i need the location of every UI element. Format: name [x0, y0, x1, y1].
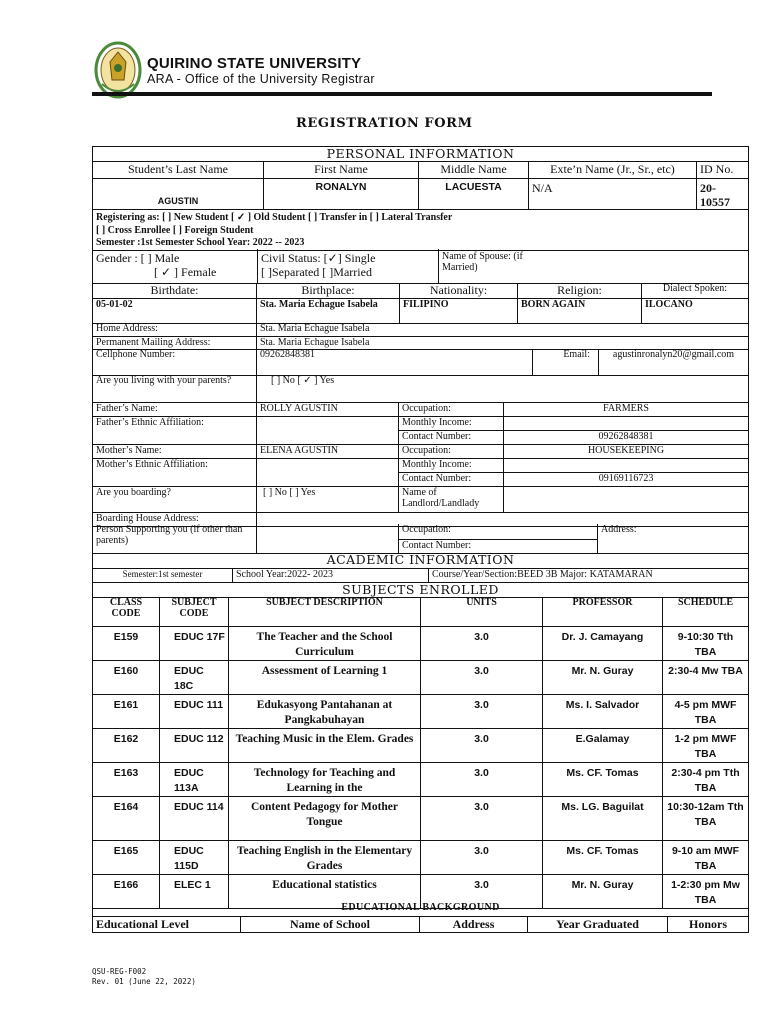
landlord-label: Name of Landlord/Landlady	[399, 486, 504, 512]
supporter-contact-label: Contact Number:	[399, 539, 598, 553]
enrollee-type-line: [ ] Cross Enrollee [ ] Foreign Student	[96, 224, 254, 236]
professor-cell: Mr. N. Guray	[543, 874, 663, 908]
last-name-label: Student’s Last Name	[93, 162, 264, 179]
birth-info-table	[92, 283, 749, 324]
academic-info-table	[92, 553, 749, 598]
units-cell: 3.0	[421, 728, 543, 762]
father-name-value: ROLLY AGUSTIN	[257, 402, 399, 416]
units-cell: 3.0	[421, 874, 543, 908]
boarding-label: Are you boarding?	[93, 486, 257, 512]
last-name-value: AGUSTIN	[93, 179, 264, 210]
subject-code-cell: EDUC 115D	[160, 840, 229, 874]
subject-description-cell: Technology for Teaching and Learning in the	[229, 762, 421, 796]
subjects-header-row	[93, 597, 749, 626]
class-code-cell: E161	[93, 694, 160, 728]
class-code-cell: E160	[93, 660, 160, 694]
first-name-value: RONALYN	[264, 179, 419, 210]
supporter-label: Person Supporting you (if other than parents)	[93, 524, 257, 553]
subject-description-cell: Content Pedagogy for Mother Tongue	[229, 796, 421, 840]
ext-name-value: N/A	[529, 179, 697, 210]
professor-cell: Dr. J. Camayang	[543, 626, 663, 660]
professor-cell: Ms. LG. Baguilat	[543, 796, 663, 840]
first-name-label: First Name	[264, 162, 419, 179]
class-code-cell: E166	[93, 874, 160, 908]
email-value: agustinronalyn20@gmail.com	[599, 349, 749, 375]
subject-code-cell: EDUC 111	[160, 694, 229, 728]
class-code-cell: E162	[93, 728, 160, 762]
birthplace-label: Birthplace:	[257, 283, 400, 298]
subject-row	[93, 694, 749, 728]
email-label: Email:	[533, 349, 599, 375]
mother-ethnic-label: Mother’s Ethnic Affiliation:	[93, 458, 257, 486]
mother-income-label: Monthly Income:	[399, 458, 504, 472]
father-ethnic-label: Father’s Ethnic Affiliation:	[93, 416, 257, 444]
academic-section-title: ACADEMIC INFORMATION	[93, 553, 749, 568]
units-cell: 3.0	[421, 840, 543, 874]
schedule-cell: 9-10:30 Tth TBA	[663, 626, 749, 660]
cellphone-label: Cellphone Number:	[93, 349, 257, 375]
registrar-office: ARA - Office of the University Registrar	[147, 72, 375, 86]
professor-cell: Ms. I. Salvador	[543, 694, 663, 728]
form-title: REGISTRATION FORM	[296, 116, 473, 131]
id-no-label: ID No.	[697, 162, 749, 179]
education-section-title: EDUCATIONAL BACKGROUND	[93, 902, 749, 916]
units-cell: 3.0	[421, 796, 543, 840]
subject-code-cell: ELEC 1	[160, 874, 229, 908]
professor-cell: Mr. N. Guray	[543, 660, 663, 694]
ext-name-label: Exte’n Name (Jr., Sr., etc)	[529, 162, 697, 179]
birthplace-value: Sta. Maria Echague Isabela	[257, 298, 400, 323]
university-name: QUIRINO STATE UNIVERSITY	[147, 55, 362, 72]
mailing-address-label: Permanent Mailing Address:	[93, 336, 257, 349]
col-units: UNITS	[421, 597, 543, 626]
header-rule	[92, 92, 712, 96]
living-with-parents-label: Are you living with your parents?	[93, 375, 257, 402]
cellphone-value: 09262848381	[257, 349, 533, 375]
semester-line: Semester :1st Semester School Year: 2022 -- 2023	[96, 237, 305, 248]
form-revision: Rev. 01 (June 22, 2022)	[92, 977, 196, 986]
schedule-cell: 2:30-4 Mw TBA	[663, 660, 749, 694]
units-cell: 3.0	[421, 626, 543, 660]
professor-cell: Ms. CF. Tomas	[543, 840, 663, 874]
birthdate-value: 05-01-02	[93, 298, 257, 323]
schedule-cell: 2:30-4 pm Tth TBA	[663, 762, 749, 796]
class-code-cell: E163	[93, 762, 160, 796]
schedule-cell: 4-5 pm MWF TBA	[663, 694, 749, 728]
father-income-label: Monthly Income:	[399, 416, 504, 430]
supporter-table	[92, 524, 749, 554]
father-contact-value: 09262848381	[504, 430, 749, 444]
subject-description-cell: Educational statistics	[229, 874, 421, 908]
supporter-address-label: Address:	[598, 524, 749, 553]
subject-code-cell: EDUC 18C	[160, 660, 229, 694]
mother-name-label: Mother’s Name:	[93, 444, 257, 458]
home-address-value: Sta. Maria Echague Isabela	[257, 323, 749, 336]
mother-occupation-label: Occupation:	[399, 444, 504, 458]
class-code-cell: E165	[93, 840, 160, 874]
semester-value: Semester:1st semester	[93, 568, 233, 582]
father-contact-label: Contact Number:	[399, 430, 504, 444]
gender-field: Gender : [ ] Male	[96, 251, 180, 265]
col-honors: Honors	[668, 916, 749, 932]
professor-cell: Ms. CF. Tomas	[543, 762, 663, 796]
gender-status-table	[92, 249, 749, 284]
school-year-value: School Year:2022- 2023	[233, 568, 429, 582]
spouse-label: Name of Spouse: (if Married)	[442, 251, 523, 273]
boarding-address-label: Boarding House Address:	[93, 512, 257, 526]
subject-description-cell: Teaching Music in the Elem. Grades	[229, 728, 421, 762]
units-cell: 3.0	[421, 694, 543, 728]
mother-contact-value: 09169116723	[504, 472, 749, 486]
col-educational-level: Educational Level	[93, 916, 241, 932]
education-table	[92, 902, 749, 933]
religion-value: BORN AGAIN	[518, 298, 642, 323]
form-footer	[92, 967, 196, 987]
col-class-code: CLASS CODE	[93, 597, 160, 626]
father-occupation-value: FARMERS	[504, 402, 749, 416]
father-name-label: Father’s Name:	[93, 402, 257, 416]
subject-code-cell: EDUC 114	[160, 796, 229, 840]
boarding-value: [ ] No [ ] Yes	[257, 486, 399, 512]
university-seal-logo	[94, 40, 142, 100]
mother-contact-label: Contact Number:	[399, 472, 504, 486]
id-no-value: 20-10557	[697, 179, 749, 210]
subjects-table	[92, 597, 749, 909]
subject-row	[93, 626, 749, 660]
col-year-graduated: Year Graduated	[528, 916, 668, 932]
col-schedule: SCHEDULE	[663, 597, 749, 626]
subject-description-cell: Teaching English in the Elementary Grades	[229, 840, 421, 874]
schedule-cell: 9-10 am MWF TBA	[663, 840, 749, 874]
units-cell: 3.0	[421, 660, 543, 694]
religion-label: Religion:	[518, 283, 642, 298]
father-occupation-label: Occupation:	[399, 402, 504, 416]
subject-description-cell: Edukasyong Pantahanan at Pangkabuhayan	[229, 694, 421, 728]
gender-female-option: [ ✓ ] Female	[154, 265, 217, 279]
civil-status-options: [ ]Separated [ ]Married	[261, 265, 372, 279]
registering-as-line: Registering as: [ ] New Student [ ✓ ] Old Student [ ] Transfer in [ ] Lateral Transfer	[96, 212, 453, 223]
course-value: Course/Year/Section:BEED 3B Major: KATAMARAN	[429, 568, 749, 582]
dialect-value: ILOCANO	[642, 298, 749, 323]
personal-info-table	[92, 146, 749, 251]
class-code-cell: E164	[93, 796, 160, 840]
subject-row	[93, 796, 749, 840]
schedule-cell: 10:30-12am Tth TBA	[663, 796, 749, 840]
family-info-table	[92, 375, 749, 527]
mother-occupation-value: HOUSEKEEPING	[504, 444, 749, 458]
subject-row	[93, 762, 749, 796]
col-school-name: Name of School	[241, 916, 420, 932]
nationality-value: FILIPINO	[400, 298, 518, 323]
mailing-address-value: Sta. Maria Echague Isabela	[257, 336, 749, 349]
schedule-cell: 1-2 pm MWF TBA	[663, 728, 749, 762]
nationality-label: Nationality:	[400, 283, 518, 298]
mother-name-value: ELENA AGUSTIN	[257, 444, 399, 458]
personal-section-title: PERSONAL INFORMATION	[93, 147, 749, 162]
class-code-cell: E159	[93, 626, 160, 660]
middle-name-value: LACUESTA	[419, 179, 529, 210]
subject-row	[93, 840, 749, 874]
civil-status-field: Civil Status: [✓] Single	[261, 251, 376, 265]
col-subject-code: SUBJECT CODE	[160, 597, 229, 626]
subject-row	[93, 660, 749, 694]
living-with-parents-value: [ ] No [ ✓ ] Yes	[257, 375, 749, 402]
supporter-occupation-label: Occupation:	[399, 524, 598, 539]
schedule-cell: 1-2:30 pm Mw TBA	[663, 874, 749, 908]
units-cell: 3.0	[421, 762, 543, 796]
subjects-section-title: SUBJECTS ENROLLED	[93, 582, 749, 597]
subject-description-cell: The Teacher and the School Curriculum	[229, 626, 421, 660]
contact-info-table	[92, 323, 749, 350]
professor-cell: E.Galamay	[543, 728, 663, 762]
col-professor: PROFESSOR	[543, 597, 663, 626]
col-subject-description: SUBJECT DESCRIPTION	[229, 597, 421, 626]
subject-code-cell: EDUC 112	[160, 728, 229, 762]
home-address-label: Home Address:	[93, 323, 257, 336]
subject-row	[93, 728, 749, 762]
col-address: Address	[420, 916, 528, 932]
subject-description-cell: Assessment of Learning 1	[229, 660, 421, 694]
middle-name-label: Middle Name	[419, 162, 529, 179]
cellphone-table	[92, 349, 749, 376]
dialect-label: Dialect Spoken:	[642, 283, 749, 298]
subject-code-cell: EDUC 113A	[160, 762, 229, 796]
birthdate-label: Birthdate:	[93, 283, 257, 298]
form-code: QSU-REG-F002	[92, 967, 147, 976]
subject-code-cell: EDUC 17F	[160, 626, 229, 660]
